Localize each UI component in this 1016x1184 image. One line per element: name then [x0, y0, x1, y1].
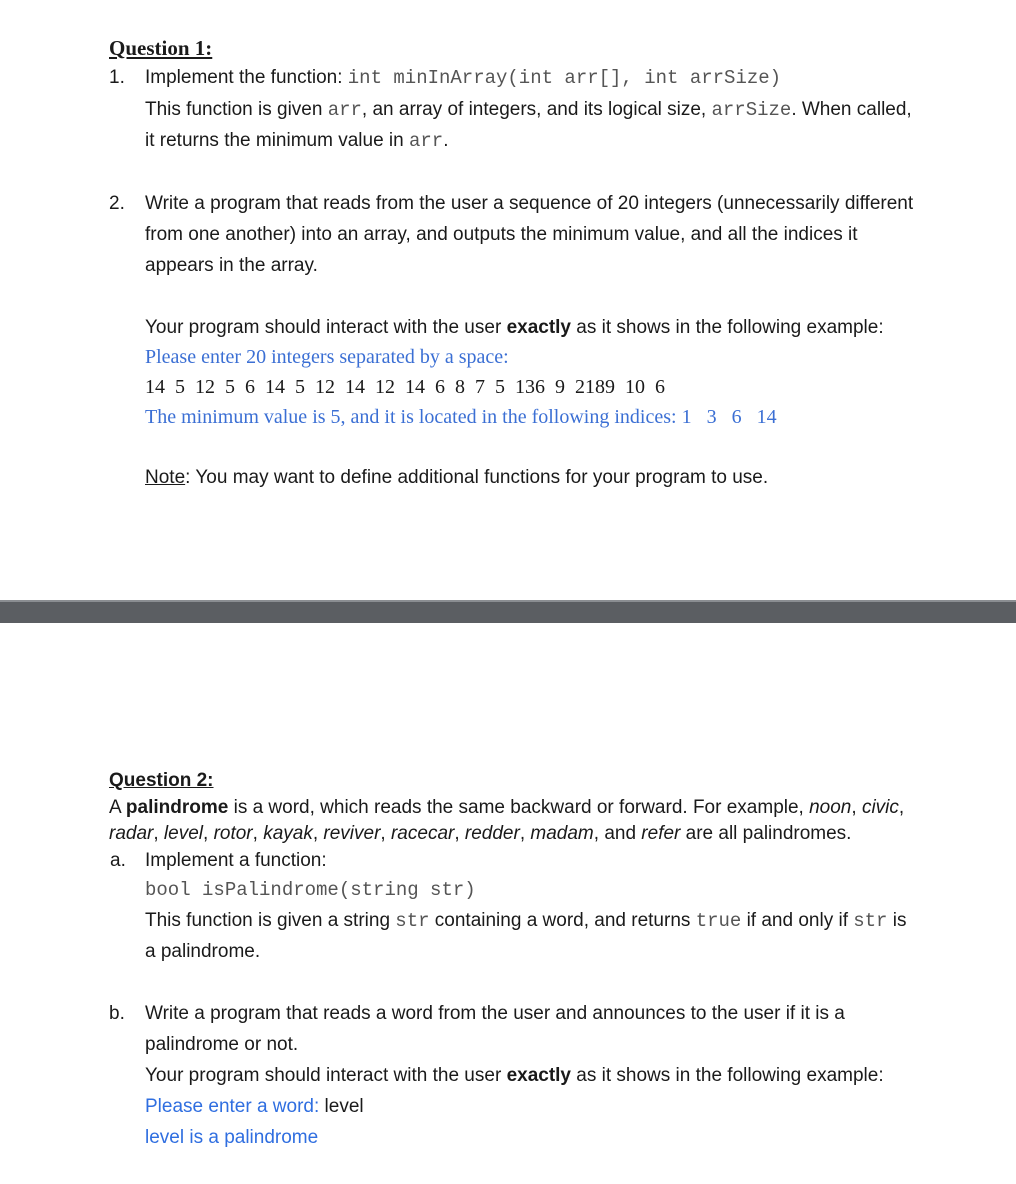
text: . When called, — [791, 99, 912, 120]
text: , — [593, 823, 605, 844]
text: A — [109, 797, 126, 818]
text: , — [153, 823, 164, 844]
example-word: civic — [861, 797, 899, 818]
example-word: madam — [530, 823, 594, 844]
text: . — [443, 130, 449, 151]
text: , — [312, 823, 324, 844]
item-1-number: 1. — [109, 67, 125, 88]
part-b-label: b. — [109, 1003, 125, 1024]
code-arrsize: arrSize — [711, 99, 792, 121]
text: , — [454, 823, 465, 844]
example-word: redder — [464, 823, 520, 844]
palindrome-intro-line-1 — [109, 797, 904, 819]
item-1-desc-line-2 — [145, 130, 449, 152]
example-word: racecar — [390, 823, 455, 844]
part-b-line-1: Write a program that reads a word from the user and announces to the user if it is a — [145, 1003, 845, 1024]
palindrome-intro-line-2 — [109, 823, 851, 845]
text: , — [252, 823, 264, 844]
prompt-user-input: level — [324, 1096, 364, 1117]
item-2-line-3: appears in the array. — [145, 255, 318, 276]
text: , — [203, 823, 214, 844]
prompt-text: Please enter a word: — [145, 1096, 325, 1117]
question-1-title: Question 1: — [109, 36, 213, 60]
part-b-example-output: level is a palindrome — [145, 1127, 319, 1148]
code-arr: arr — [327, 99, 362, 121]
part-a-desc-line-2: a palindrome. — [145, 941, 261, 962]
example-word: rotor — [213, 823, 253, 844]
question-2-title: Question 2: — [109, 770, 214, 791]
text: This function is given — [145, 99, 328, 120]
text: as it shows in the following example: — [571, 317, 884, 338]
text: , — [851, 797, 862, 818]
example-output: The minimum value is 5, and it is located in the following indices: 1 3 6 14 — [145, 406, 777, 428]
part-a-title: Implement a function: — [145, 850, 327, 871]
example-word: noon — [809, 797, 852, 818]
text: , — [380, 823, 391, 844]
example-input-sequence: 14 5 12 5 6 14 5 12 14 12 14 6 8 7 5 136 9 2189 10 6 — [145, 376, 665, 398]
note-label: Note — [145, 467, 186, 488]
example-word: refer — [641, 823, 681, 844]
text: if and only if — [741, 910, 854, 931]
part-a-label: a. — [110, 850, 126, 871]
text: are all palindromes. — [680, 823, 852, 844]
text: as it shows in the following example: — [571, 1065, 884, 1086]
emphasis: exactly — [506, 317, 572, 338]
text: , an array of integers, and its logical size, — [361, 99, 712, 120]
text: is a word, which reads the same backward or forward. For example, — [228, 797, 810, 818]
item-1-desc-line-1 — [145, 99, 912, 121]
item-2-number: 2. — [109, 193, 125, 214]
item-2-line-1: Write a program that reads from the user a sequence of 20 integers (unnecessarily different — [145, 193, 914, 214]
example-word: kayak — [263, 823, 313, 844]
note — [145, 467, 768, 489]
page-separator — [0, 600, 1016, 623]
text: Your program should interact with the user — [145, 1065, 507, 1086]
code-arr: arr — [409, 130, 444, 152]
example-word: level — [163, 823, 203, 844]
text: it returns the minimum value in — [145, 130, 409, 151]
part-b-line-2: palindrome or not. — [145, 1034, 299, 1055]
item-1-prefix: Implement the function: — [145, 67, 348, 88]
text: This function is given a string — [145, 910, 396, 931]
min-in-array-signature: int minInArray(int arr[], int arrSize) — [347, 67, 782, 89]
emphasis: exactly — [506, 1065, 572, 1086]
item-1-heading — [145, 67, 781, 89]
part-b-example-prompt — [145, 1096, 364, 1118]
item-2-interaction-note — [145, 317, 884, 339]
is-palindrome-signature: bool isPalindrome(string str) — [145, 879, 476, 901]
example-prompt: Please enter 20 integers separated by a space: — [145, 346, 509, 368]
text: , — [898, 797, 905, 818]
text: containing a word, and returns — [429, 910, 696, 931]
code-str: str — [395, 910, 430, 932]
part-b-interaction-note — [145, 1065, 884, 1087]
example-word: radar — [109, 823, 154, 844]
text: Your program should interact with the user — [145, 317, 507, 338]
item-2-line-2: from one another) into an array, and outputs the minimum value, and all the indices it — [145, 224, 858, 245]
code-str: str — [853, 910, 888, 932]
part-a-desc-line-1 — [145, 910, 906, 932]
example-word: reviver — [323, 823, 381, 844]
text: is — [887, 910, 907, 931]
code-true: true — [695, 910, 742, 932]
text: and — [604, 823, 637, 844]
palindrome-term: palindrome — [125, 797, 229, 818]
text: , — [519, 823, 531, 844]
note-text: : You may want to define additional functions for your program to use. — [185, 467, 769, 488]
